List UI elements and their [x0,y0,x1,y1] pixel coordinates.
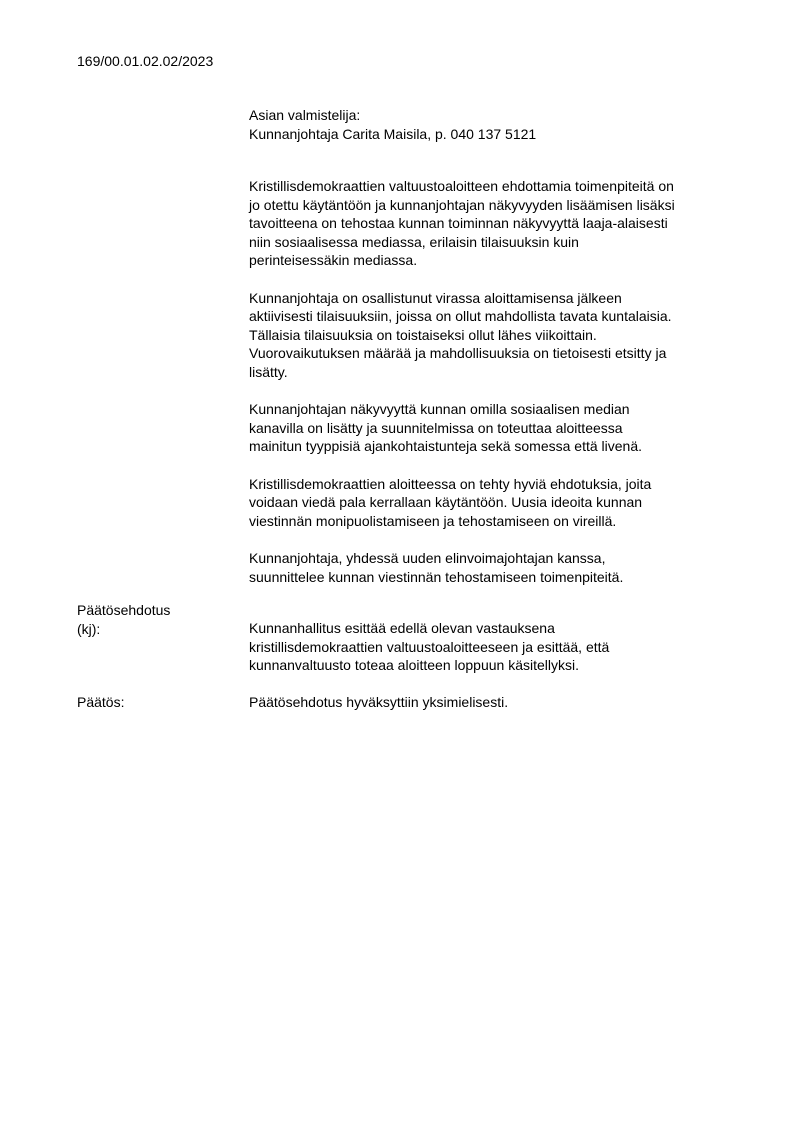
paragraph [249,289,744,382]
text-line: suunnittelee kunnan viestinnän tehostamiseen toimenpiteitä. [249,568,624,585]
decision-text: Päätösehdotus hyväksyttiin yksimielisesti. [249,694,509,710]
text-line: kunnanvaltuusto toteaa aloitteen loppuun käsitellyksi. [249,657,579,673]
text-line: viestinnän monipuolistamiseen ja tehostamiseen on vireillä. [249,512,617,529]
text-line: Kunnanjohtaja, yhdessä uuden elinvoimajohtajan kanssa, [249,550,606,566]
preparer-contact: Kunnanjohtaja Carita Maisila, p. 040 137 5121 [249,125,537,142]
paragraph [249,177,744,270]
text-line: Kunnanjohtaja on osallistunut virassa aloittamisensa jälkeen [249,289,622,306]
text-line: voidaan viedä pala kerrallaan käytäntöön. Uusia ideoita kunnan [249,494,643,510]
proposal-text [249,619,689,675]
text-line: Tällaisia tilaisuuksia on toistaiseksi ollut lähes viikoittain. [249,326,597,343]
reference-number: 169/00.01.02.02/2023 [77,53,214,69]
proposal-label-line: (kj): [77,620,101,637]
text-line: perinteisessäkin mediassa. [249,252,418,268]
decision-label: Päätös: [77,694,125,710]
text-line: tavoitteena on tehostaa kunnan toiminnan näkyvyyttä laaja-alaisesti [249,215,668,231]
preparer-block [249,106,749,143]
paragraph [249,400,744,456]
text-line: Kristillisdemokraattien aloitteessa on tehty hyviä ehdotuksia, joita [249,475,652,492]
text-line: jo otettu käytäntöön ja kunnanjohtajan näkyvyyden lisäämisen lisäksi [249,196,675,213]
body-text [249,177,744,605]
paragraph [249,475,744,531]
proposal-label [77,601,237,638]
text-line: Vuorovaikutuksen määrää ja mahdollisuuksia on tietoisesti etsitty ja [249,345,667,361]
text-line: lisätty. [249,363,288,380]
text-line: Kunnanjohtajan näkyvyyttä kunnan omilla sosiaalisen median [249,401,630,417]
text-line: Kristillisdemokraattien valtuustoaloitteen ehdottamia toimenpiteitä on [249,178,674,194]
text-line: kristillisdemokraattien valtuustoaloitteeseen ja esittää, että [249,638,610,655]
paragraph [249,549,744,586]
text-line: aktiivisesti tilaisuuksiin, joissa on ollut mahdollista tavata kuntalaisia. [249,308,672,324]
proposal-label-line: Päätösehdotus [77,602,171,618]
text-line: mainitun tyyppisiä ajankohtaistunteja sekä somessa että livenä. [249,438,642,454]
preparer-heading: Asian valmistelija: [249,107,361,123]
text-line: niin sosiaalisessa mediassa, erilaisin tilaisuuksin kuin [249,233,579,250]
text-line: kanavilla on lisätty ja suunnitelmissa on toteuttaa aloitteessa [249,419,623,436]
text-line: Kunnanhallitus esittää edellä olevan vastauksena [249,620,555,636]
